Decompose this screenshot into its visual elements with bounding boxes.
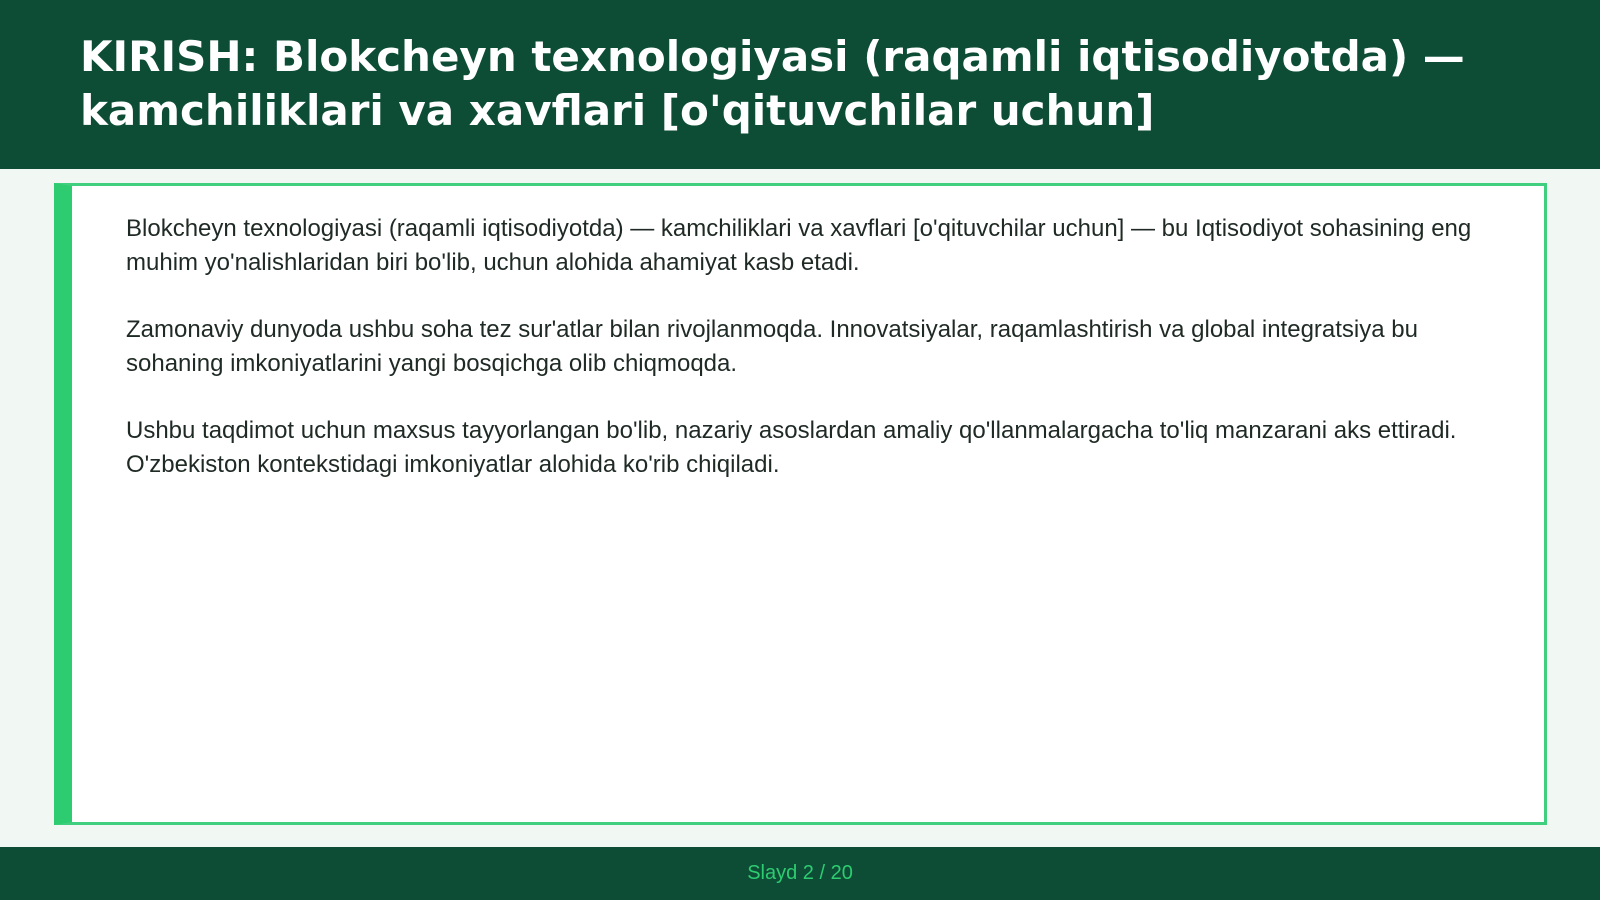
intro-paragraph: Blokcheyn texnologiyasi (raqamli iqtisodiyotda) — kamchiliklari va xavflari [o'qituvchilar uchun] — bu Iqtisodiyot sohasining eng muhim yo'nalishlaridan biri bo'lib, uchun alohida ahamiyat kasb etadi. bbox=[126, 215, 1472, 276]
slide-title-line-2: kamchiliklari va xavflari [o'qituvchilar uchun] bbox=[80, 86, 1155, 135]
context-paragraph: Zamonaviy dunyoda ushbu soha tez sur'atlar bilan rivojlanmoqda. Innovatsiyalar, raqamlashtirish va global integratsiya bu sohaning imkoniyatlarini yangi bosqichga olib chiqmoqda. bbox=[126, 316, 1418, 377]
slide-footer bbox=[0, 847, 1600, 900]
content-body bbox=[126, 212, 1504, 515]
slide-header bbox=[0, 0, 1600, 169]
slide-counter: Slayd 2 / 20 bbox=[747, 862, 853, 884]
purpose-paragraph: Ushbu taqdimot uchun maxsus tayyorlangan bo'lib, nazariy asoslardan amaliy qo'llanmalargacha to'liq manzarani aks ettiradi. O'zbekiston kontekstidagi imkoniyatlar alohida ko'rib chiqiladi. bbox=[126, 417, 1457, 478]
slide-title-line-1: KIRISH: Blokcheyn texnologiyasi (raqamli iqtisodiyotda) — bbox=[80, 32, 1465, 81]
slide-title bbox=[80, 30, 1520, 138]
content-card bbox=[54, 183, 1547, 825]
